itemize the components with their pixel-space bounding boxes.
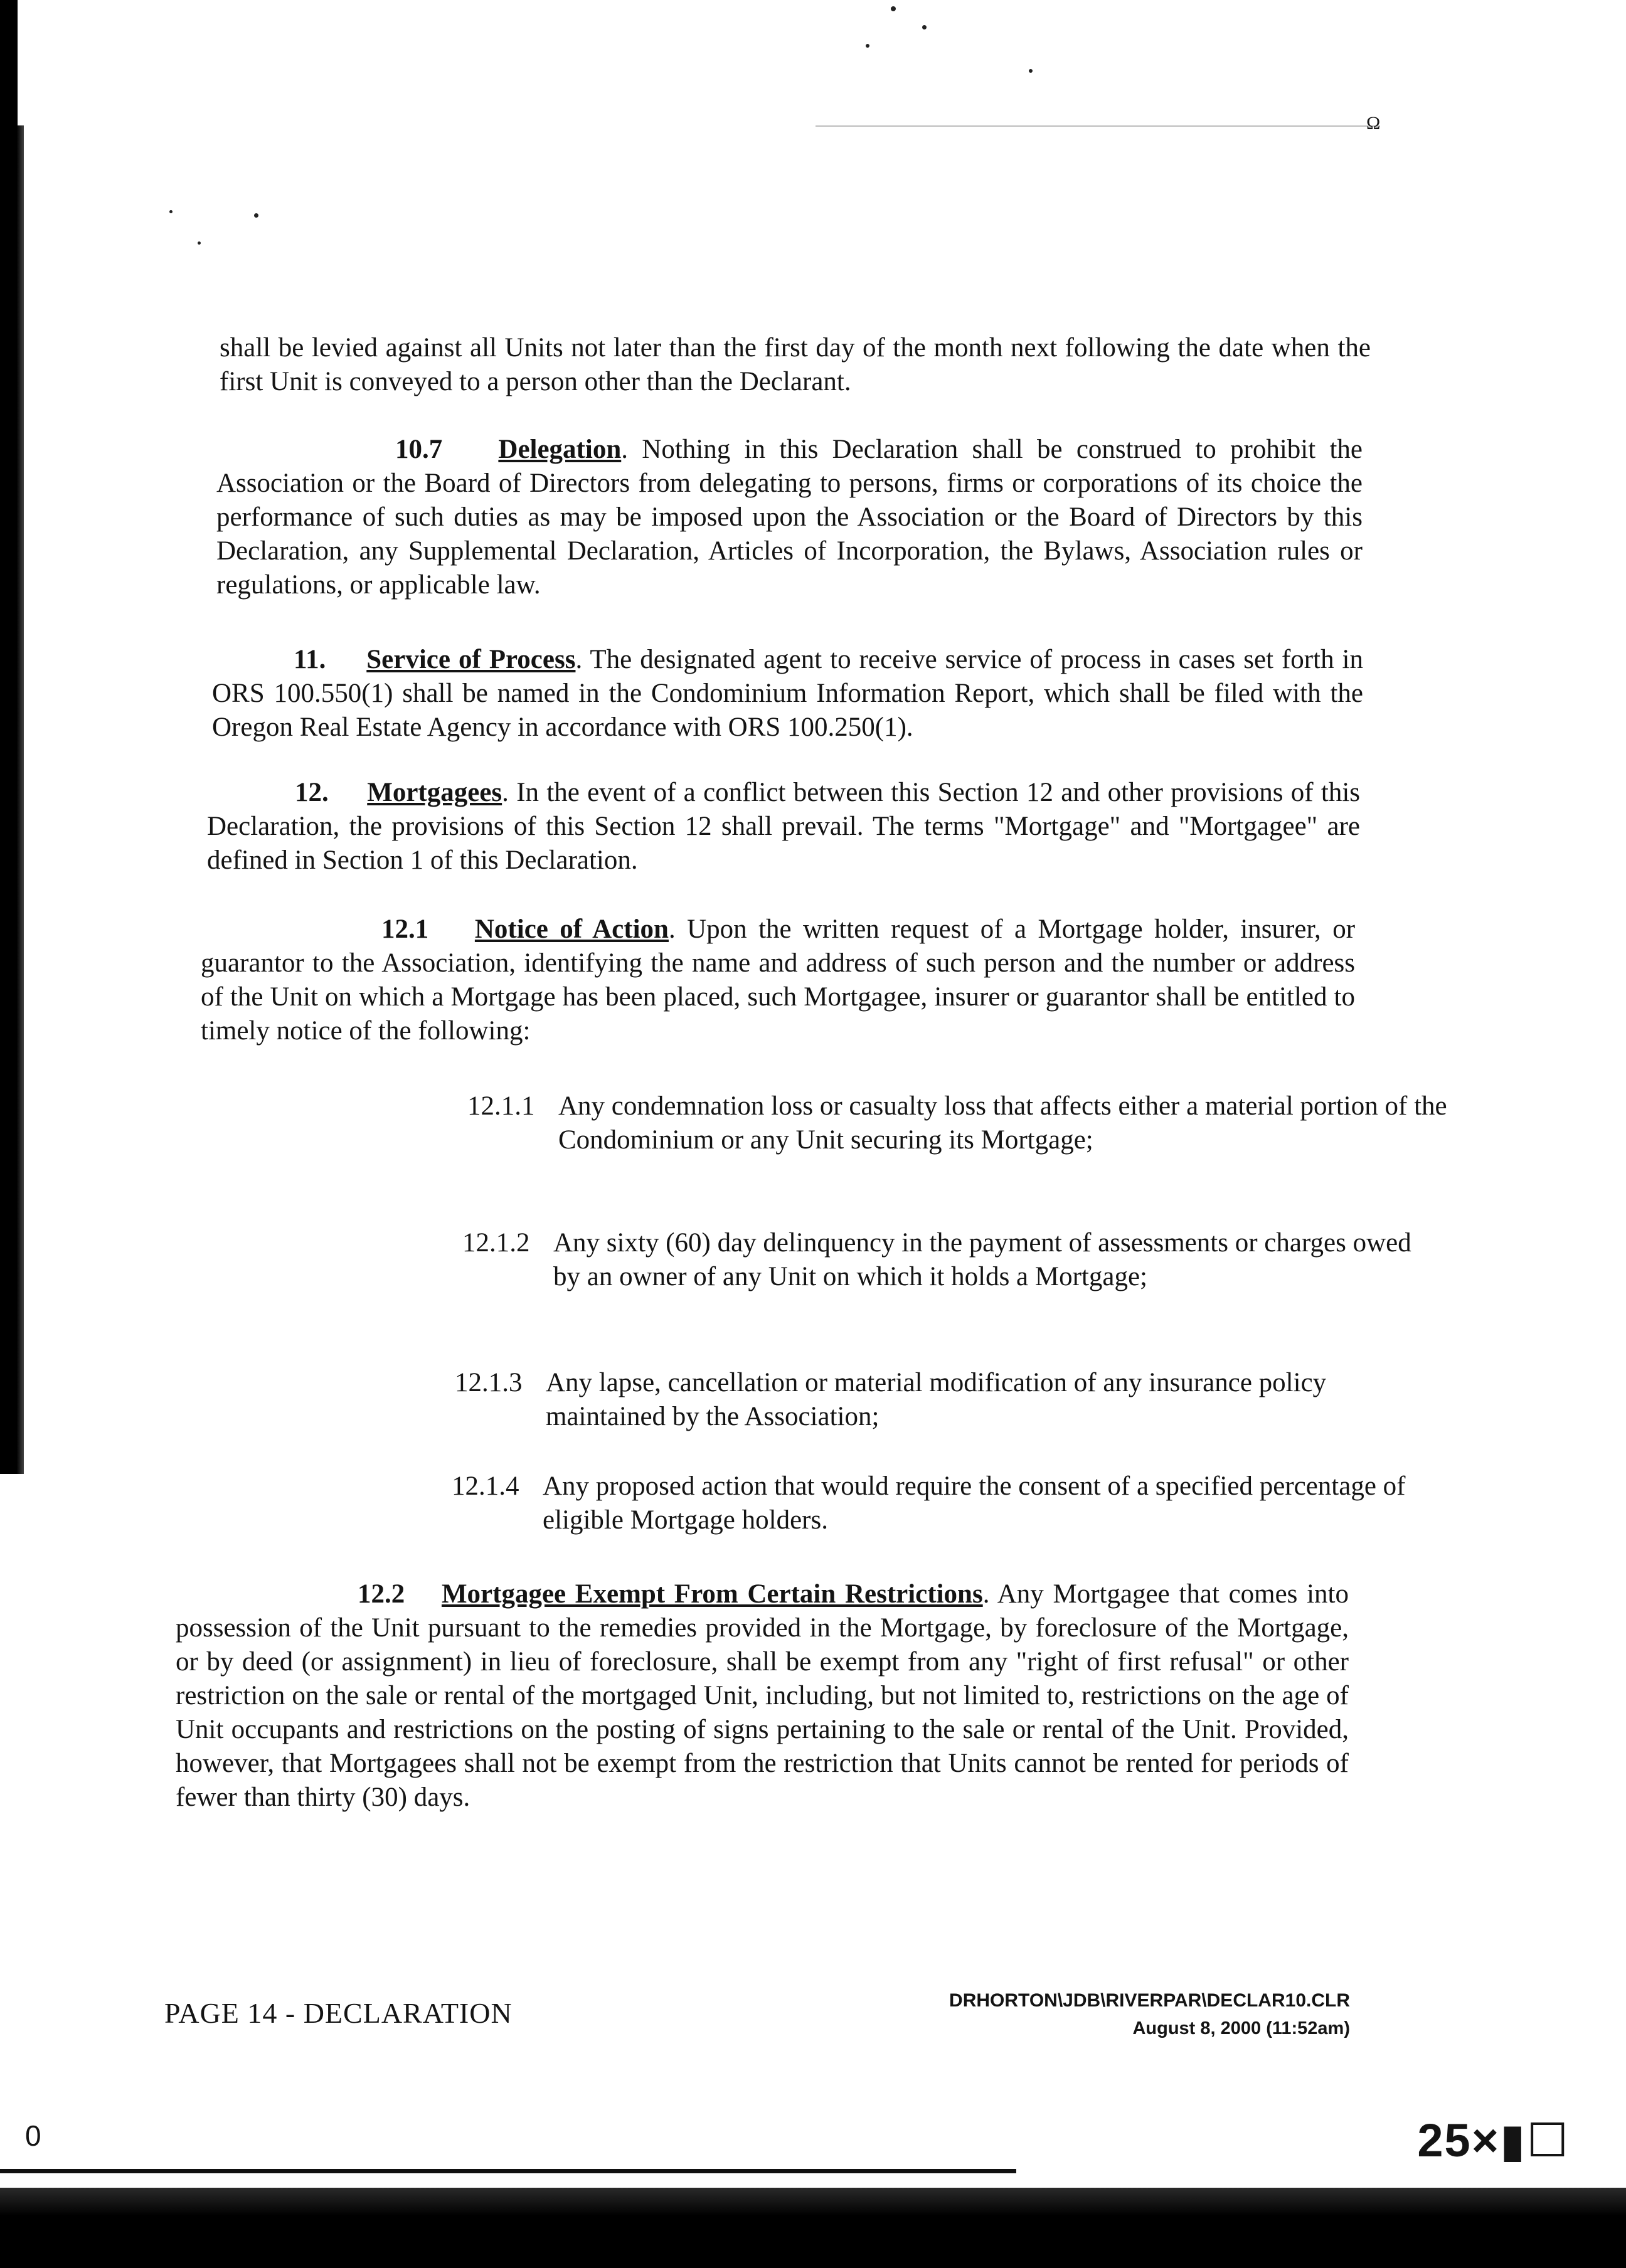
footer-date: August 8, 2000 (11:52am) bbox=[1132, 2018, 1350, 2038]
scan-edge-bottom bbox=[0, 2188, 1626, 2268]
scan-speck bbox=[922, 25, 927, 29]
section-heading: Service of Process bbox=[366, 645, 576, 674]
page-stamp: 25×▮☐ bbox=[1417, 2114, 1570, 2166]
paragraph-text: . Upon the written request of a Mortgage holder, insurer, or guarantor to the Association, identifying the name and address of such person and the number or address of the Unit on which a Mortgage has been placed, such Mortgagee, insurer or guarantor shall be entitled to timely notice of the following: bbox=[201, 914, 1356, 1046]
section-number: 12.1 bbox=[381, 914, 429, 944]
top-right-mark: Ω bbox=[1366, 113, 1381, 134]
scan-speck bbox=[254, 213, 258, 218]
list-item-text: Any sixty (60) day delinquency in the payment of assessments or charges owed by an owner of any Unit on which it holds a Mortgage; bbox=[553, 1228, 1411, 1291]
footer-file-path: DRHORTON\JDB\RIVERPAR\DECLAR10.CLR bbox=[949, 1990, 1350, 2011]
scan-speck bbox=[866, 44, 869, 48]
scan-edge-left bbox=[0, 125, 24, 1474]
scan-speck bbox=[198, 241, 201, 245]
list-item-number: 12.1.1 bbox=[467, 1091, 535, 1121]
paragraph-11 bbox=[212, 643, 1363, 745]
paragraph-12 bbox=[207, 776, 1360, 877]
list-item-number: 12.1.2 bbox=[462, 1228, 530, 1258]
paragraph-text: . The designated agent to receive service of process in cases set forth in ORS 100.550(1) shall be named in the Condominium Information Report, which shall be filed with the Oregon Real Estate Agency in accordance with ORS 100.250(1). bbox=[212, 645, 1363, 742]
page-footer-label: PAGE 14 - DECLARATION bbox=[164, 1997, 513, 2029]
section-heading: Delegation bbox=[498, 435, 622, 464]
scan-line-top bbox=[816, 125, 1380, 127]
section-number: 10.7 bbox=[395, 435, 443, 464]
list-item-number: 12.1.3 bbox=[455, 1368, 523, 1397]
paragraph-12-2 bbox=[176, 1577, 1349, 1815]
paragraph-10-7 bbox=[216, 433, 1363, 602]
section-heading: Notice of Action bbox=[474, 914, 669, 944]
section-number: 11. bbox=[294, 645, 326, 674]
list-item-text: Any proposed action that would require the consent of a specified percentage of eligible Mortgage holders. bbox=[543, 1471, 1406, 1535]
section-number: 12.2 bbox=[358, 1579, 405, 1609]
corner-mark: 0 bbox=[25, 2119, 41, 2152]
paragraph-text: . Any Mortgagee that comes into possession of the Unit pursuant to the remedies provided in the Mortgage, by foreclosure of the Mortgage, or by deed (or assignment) in lieu of foreclosure, shall be exempt from any "right of first refusal" or other restriction on the sale or rental of the mortgaged Unit, including, but not limited to, restrictions on the age of Unit occupants and restrictions on the posting of signs pertaining to the sale or rental of the Unit. Provided, however, that Mortgagees shall not be exempt from the restriction that Units cannot be rented for periods of fewer than thirty (30) days. bbox=[176, 1579, 1349, 1812]
scan-speck bbox=[891, 6, 896, 11]
list-item-12-1-1 bbox=[467, 1089, 1448, 1157]
list-item-text: Any condemnation loss or casualty loss that affects either a material portion of the Condominium or any Unit securing its Mortgage; bbox=[558, 1091, 1447, 1155]
scan-speck bbox=[1029, 69, 1033, 73]
paragraph-text: . In the event of a conflict between this Section 12 and other provisions of this Declaration, the provisions of this Section 12 shall prevail. The terms "Mortgage" and "Mortgagee" are defined in Section 1 of this Declaration. bbox=[207, 778, 1361, 875]
scan-speck bbox=[169, 210, 173, 213]
scan-edge-top bbox=[0, 0, 18, 138]
scan-line-bottom bbox=[0, 2169, 1016, 2173]
list-item-number: 12.1.4 bbox=[452, 1471, 519, 1501]
page-footer-file-info bbox=[949, 1987, 1350, 2042]
paragraph-12-1 bbox=[201, 913, 1355, 1048]
list-item-12-1-2 bbox=[462, 1226, 1444, 1294]
section-heading: Mortgagee Exempt From Certain Restrictions bbox=[441, 1579, 983, 1609]
list-item-12-1-3 bbox=[455, 1366, 1444, 1434]
section-heading: Mortgagees bbox=[367, 778, 502, 807]
paragraph-continuation bbox=[220, 331, 1371, 399]
section-number: 12. bbox=[295, 778, 329, 807]
list-item-12-1-4 bbox=[452, 1470, 1445, 1537]
list-item-text: Any lapse, cancellation or material modification of any insurance policy maintained by the Association; bbox=[546, 1368, 1327, 1431]
paragraph-text: . Nothing in this Declaration shall be construed to prohibit the Association or the Board of Directors from delegating to persons, firms or corporations of its choice the performance of such duties as may be imposed upon the Association or the Board of Directors by this Declaration, any Supplemental Declaration, Articles of Incorporation, the Bylaws, Association rules or regulations, or applicable law. bbox=[216, 435, 1363, 600]
paragraph-text: shall be levied against all Units not later than the first day of the month next following the date when the first Unit is conveyed to a person other than the Declarant. bbox=[220, 333, 1371, 396]
